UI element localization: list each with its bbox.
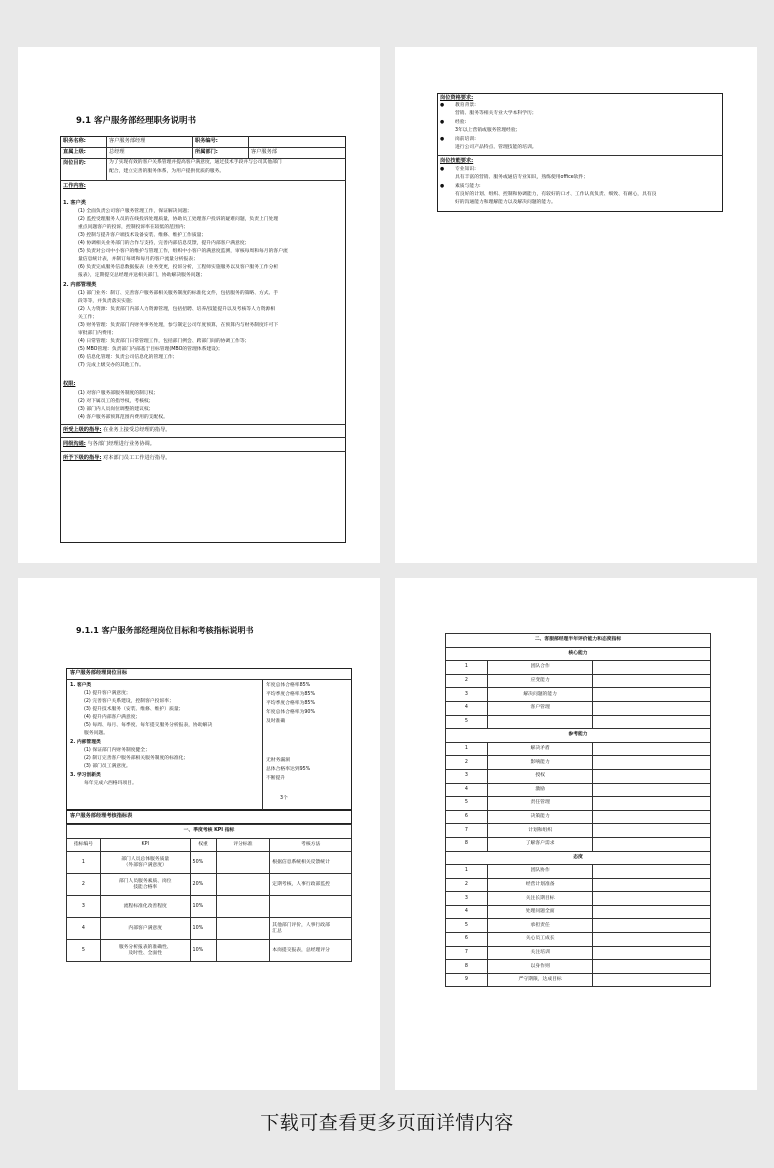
method-line: 根据信息系统相关反馈统计 [272, 859, 330, 865]
work-line: (4) 协调相关业务部门的合作与支持，完善内部信息反馈，提升内部客户满意度； [78, 241, 250, 246]
target-value: 平均季度合格率为85% [266, 701, 316, 706]
table-row [446, 892, 711, 906]
dept-value: 客户服务部 [251, 149, 277, 155]
table-row [67, 874, 352, 896]
row-number: 3 [446, 769, 488, 783]
rating-cell [593, 905, 711, 919]
table-row [446, 919, 711, 933]
kpi-no: 5 [67, 940, 101, 962]
row-number: 8 [446, 960, 488, 974]
method-line: 定期考核，人事行政部监控 [272, 881, 330, 887]
row-value: 对本部门员工工作进行指导。 [103, 455, 171, 461]
ability-item: 以身作则 [487, 960, 593, 974]
row-number: 3 [446, 688, 488, 702]
bullet-icon: ● [440, 103, 445, 108]
table-row [446, 973, 711, 987]
kpi-criteria [216, 896, 270, 918]
qual-label: 岗前培训: [455, 137, 476, 142]
bullet-icon: ● [440, 137, 445, 142]
work-line: (6) 负责完成服务信息数据报表（业务变更，投诉分析，工程师实施服务以及客户服务工作分析 [78, 265, 279, 270]
target-value: 无财务漏洞 [266, 758, 290, 763]
row-number: 4 [446, 701, 488, 715]
rating-cell [593, 674, 711, 688]
kpi-name [100, 852, 190, 874]
target-value: 总体合格率达到95% [266, 767, 311, 772]
group-heading: 1. 客户类 [70, 683, 92, 688]
table-row [446, 701, 711, 715]
ability-item: 关注培训 [487, 946, 593, 960]
ability-item: 计划和组织 [487, 824, 593, 838]
kpi-no: 1 [67, 852, 101, 874]
code-label: 职务编号: [195, 138, 218, 144]
target-line: (1) 提升客户满意度； [84, 691, 131, 696]
table-row [446, 837, 711, 851]
section-heading: 态度 [446, 851, 711, 865]
qual-label: 教育背景: [455, 103, 476, 108]
kpi-heading: 客户服务部经理考核指标表 [70, 813, 133, 819]
rating-cell [593, 865, 711, 879]
work-line: 报表），定期提交总经理并送相关部门，协助解决服务问题； [78, 273, 206, 278]
work-line: (5) MBO管理：负责部门内部基于目标管理(MBO的管理体系建设)； [78, 347, 223, 352]
ability-item: 团队协作 [487, 865, 593, 879]
table-row [446, 674, 711, 688]
row-number: 2 [446, 756, 488, 770]
rating-cell [593, 769, 711, 783]
kpi-name [100, 918, 190, 940]
kpi-criteria [216, 918, 270, 940]
rating-cell [593, 946, 711, 960]
table-row [446, 783, 711, 797]
section-heading: 1. 客户类 [63, 200, 86, 206]
target-value: 3个 [280, 796, 288, 801]
target-line: (3) 提升技术服务（安装、维修、维护）质量； [84, 707, 184, 712]
kpi-line: 技能合格率 [133, 884, 158, 890]
kpi-method [270, 918, 352, 940]
row-label: 所予下级的指导: [63, 455, 102, 461]
work-line: (5) 负责对公司中小客户的维护与管理工作，组织中小客户的满意度监测，审核每周和每月的客户流 [78, 249, 288, 254]
column-header: 指标编号 [67, 838, 101, 852]
qualification-heading: 岗位资格要求: [440, 95, 474, 101]
table-row [67, 852, 352, 874]
rating-cell [593, 661, 711, 675]
table-row [446, 824, 711, 838]
row-number: 8 [446, 837, 488, 851]
target-line: (5) 每周、每月、每季度、每年提交服务分析报表，协助解决 [84, 723, 213, 728]
row-number: 5 [446, 715, 488, 729]
kpi-name [100, 940, 190, 962]
ability-item: 决策能力 [487, 810, 593, 824]
kpi-line: 部门人员服务素质、岗位 [118, 878, 172, 884]
authority-line: (4) 客户服务部预算范围内费用的支配权。 [78, 415, 168, 420]
ability-item: 应变能力 [487, 674, 593, 688]
ability-item: 了解客户需求 [487, 837, 593, 851]
document-page-4 [395, 578, 757, 1090]
table-row [67, 918, 352, 940]
table-row [446, 810, 711, 824]
target-line: (4) 提升内部客户满意度； [84, 715, 141, 720]
ability-item: 严守期限，达成目标 [487, 973, 593, 987]
work-line: (1) 全面负责公司客户服务管理工作，保证解决问题； [78, 209, 192, 214]
kpi-method [270, 852, 352, 874]
rating-cell [593, 837, 711, 851]
rating-cell [593, 715, 711, 729]
bottom-row [63, 454, 171, 463]
document-page-2 [395, 47, 757, 563]
row-number: 2 [446, 878, 488, 892]
purpose-line: 配合，建立完善的服务体系，为用户提供优质的服务。 [109, 169, 225, 174]
rating-cell [593, 810, 711, 824]
rating-cell [593, 742, 711, 756]
work-line: (4) 日常管理：负责部门日常管理工作，包括部门例会、跨部门间的协调工作等； [78, 339, 250, 344]
qual-text: 营销、服务等相关专业大学本科学历； [455, 111, 537, 116]
column-header: 权重 [190, 838, 216, 852]
row-label: 同级沟通: [63, 441, 86, 447]
bottom-row [63, 426, 171, 435]
column-header: KPI [100, 838, 190, 852]
position-label: 职务名称: [63, 138, 86, 144]
kpi-line: 及时性、全面性 [128, 950, 163, 956]
ability-item: 关注长期目标 [487, 892, 593, 906]
row-number: 6 [446, 933, 488, 947]
kpi-weight: 10% [190, 918, 216, 940]
row-number: 7 [446, 946, 488, 960]
table-row [446, 769, 711, 783]
skill-heading: 岗位技能要求: [440, 158, 474, 164]
bullet-icon: ● [440, 120, 445, 125]
authority-line: (3) 部门内人员岗位调整的建议权； [78, 407, 154, 412]
work-line: 段等等，并负责落实实施； [78, 299, 136, 304]
section-heading: 2. 内部管理类 [63, 282, 97, 288]
kpi-line: 内部客户满意度 [128, 925, 163, 931]
target-heading: 客户服务部经理岗位目标 [70, 670, 128, 676]
row-number: 1 [446, 742, 488, 756]
section-heading: 参考能力 [446, 729, 711, 743]
target-line: 服务问题。 [84, 731, 108, 736]
ability-item: 承担责任 [487, 919, 593, 933]
table-row [67, 940, 352, 962]
target-value: 平均季度合格率为85% [266, 692, 316, 697]
footer-text: 下载可查看更多页面详情内容 [260, 1112, 514, 1134]
target-value: 年度总体合格率85% [266, 683, 311, 688]
target-line: (2) 制订完善客户服务部相关服务制度的标准化； [84, 756, 189, 761]
kpi-method [270, 874, 352, 896]
kpi-table-title: 一、季度考核 KPI 指标 [67, 825, 352, 839]
section-heading: 核心能力 [446, 647, 711, 661]
authority-heading: 权限: [63, 381, 76, 387]
kpi-method [270, 896, 352, 918]
row-value: 在业务上接受总经理的指导。 [103, 427, 171, 433]
ability-item: 责任管理 [487, 797, 593, 811]
table-row [446, 946, 711, 960]
kpi-name [100, 896, 190, 918]
kpi-line: 流程标准化改善程度 [123, 903, 167, 909]
work-line: 重点问题客户的投诉，控制投诉率在较低的范围内； [78, 225, 189, 230]
ability-table [445, 633, 711, 987]
work-line: 关工作； [78, 315, 98, 320]
column-header: 考核方法 [270, 838, 352, 852]
target-value: 年度总体合格率为90% [266, 710, 316, 715]
work-line: (3) 财务管理：负责部门内财务事务处理，参与制定公司年度预算，在预算内与财务制度许可下 [78, 323, 279, 328]
ability-item: 处理问题全面 [487, 905, 593, 919]
row-number: 4 [446, 905, 488, 919]
table-row [67, 896, 352, 918]
row-number: 5 [446, 919, 488, 933]
rating-cell [593, 960, 711, 974]
target-value: 不断提升 [266, 776, 286, 781]
kpi-weight: 10% [190, 940, 216, 962]
purpose-label: 岗位目的: [63, 160, 86, 166]
skill-label: 素质与能力: [455, 184, 481, 189]
skill-line: 具有丰富的营销、服务或通信专业知识，熟练使用office软件； [455, 175, 589, 180]
table-row [446, 661, 711, 675]
authority-line: (2) 对下属员工的指导权，考核权； [78, 399, 154, 404]
method-line: 本岗提交报表，总经理评分 [272, 947, 330, 953]
document-page-3 [18, 578, 380, 1090]
column-header: 评分标准 [216, 838, 270, 852]
work-line: 量信息统计表，并制订每周和每月的客户流量分析报表； [78, 257, 198, 262]
ability-item: 解决问题的能力 [487, 688, 593, 702]
table-row [446, 797, 711, 811]
row-number: 7 [446, 824, 488, 838]
kpi-no: 3 [67, 896, 101, 918]
rating-cell [593, 701, 711, 715]
work-line: 审批部门内费用； [78, 331, 117, 336]
kpi-name [100, 874, 190, 896]
table-row [446, 756, 711, 770]
skill-line: 好的沟通能力和理解能力以及解决问题的能力。 [455, 200, 556, 205]
kpi-no: 2 [67, 874, 101, 896]
row-number: 5 [446, 797, 488, 811]
row-number: 3 [446, 892, 488, 906]
row-value: 与各部门经理进行业务协调。 [87, 441, 155, 447]
ability-item: 关心员工成长 [487, 933, 593, 947]
supervisor-value: 总经理 [109, 149, 125, 155]
page-title: 9.1.1 客户服务部经理岗位目标和考核指标说明书 [76, 626, 254, 635]
target-line: (2) 完善客户关系建设，控制客户投诉率； [84, 699, 174, 704]
section-header-row [446, 851, 711, 865]
kpi-no: 4 [67, 918, 101, 940]
row-number: 2 [446, 674, 488, 688]
qual-label: 经验: [455, 120, 467, 125]
table-row [446, 878, 711, 892]
ability-item: 激励 [487, 783, 593, 797]
table-row [446, 688, 711, 702]
work-line: (3) 控制与提升客户端技术设备安装、维修、维护工作质量； [78, 233, 207, 238]
target-value: 及时准确 [266, 719, 286, 724]
supervisor-label: 直属上级: [63, 149, 86, 155]
target-line: (3) 部门员工满意度。 [84, 764, 131, 769]
ability-item: 团队合作 [487, 661, 593, 675]
row-label: 所受上级的指导: [63, 427, 102, 433]
kpi-weight: 10% [190, 896, 216, 918]
kpi-line: （外部客户满意度） [123, 862, 167, 868]
work-line: (1) 部门业务：制订、完善客户服务部相关服务制度的标准化文件，包括服务的策略、方式、手 [78, 291, 279, 296]
ability-item: 授权 [487, 769, 593, 783]
kpi-method [270, 940, 352, 962]
kpi-table [66, 824, 352, 962]
kpi-line: 部门人员总体服务质量 [121, 856, 170, 862]
table-row [446, 865, 711, 879]
kpi-criteria [216, 874, 270, 896]
row-number: 6 [446, 810, 488, 824]
method-line: 汇总 [272, 928, 282, 934]
table-row [446, 905, 711, 919]
table-row [446, 742, 711, 756]
skill-label: 专业知识: [455, 167, 476, 172]
bullet-icon: ● [440, 184, 445, 189]
ability-item: 解决矛盾 [487, 742, 593, 756]
table-row [446, 933, 711, 947]
bullet-icon: ● [440, 167, 445, 172]
skill-line: 有良好的计划、组织、控制和协调能力，有较好的口才、工作认真负责、细致、有耐心，具有良 [455, 192, 657, 197]
kpi-criteria [216, 852, 270, 874]
purpose-line: 为了实现有效的客户关系管理并提高客户满意度，通过技术手段并与公司其他部门 [109, 160, 282, 165]
target-line: (1) 保证部门内财务制度健全； [84, 748, 150, 753]
rating-cell [593, 933, 711, 947]
qual-text: 进行公司产品特点、管理技能的培训。 [455, 145, 537, 150]
ability-item: 影响能力 [487, 756, 593, 770]
section-header-row [446, 729, 711, 743]
ability-item: 经营计划准备 [487, 878, 593, 892]
row-number: 9 [446, 973, 488, 987]
document-page-1 [18, 47, 380, 563]
kpi-criteria [216, 940, 270, 962]
work-line: (2) 监控受理服务人员的在线投诉处理质量，协助员工处理客户投诉的疑难问题，负责上门处理 [78, 217, 279, 222]
rating-cell [593, 973, 711, 987]
rating-cell [593, 919, 711, 933]
authority-line: (1) 对客户服务部服务制度的制订权； [78, 391, 159, 396]
target-line: 每年完成六西格玛项目。 [84, 781, 137, 786]
row-number: 1 [446, 865, 488, 879]
position-value: 客户服务部经理 [109, 138, 146, 144]
bottom-row [63, 440, 155, 449]
work-line: (2) 人力资源：负责部门内部人力资源管理，包括招聘、培养/技能提升以及考核等人力资源相 [78, 307, 276, 312]
rating-cell [593, 892, 711, 906]
section-header-row [446, 647, 711, 661]
rating-cell [593, 688, 711, 702]
work-line: (6) 信息化管理：负责公司信息化的管理工作； [78, 355, 178, 360]
work-heading: 工作内容: [63, 183, 86, 189]
qual-text: 3年以上营销或服务管理经验； [455, 128, 521, 133]
rating-cell [593, 878, 711, 892]
kpi-line: 服务分析报表的准确性、 [118, 944, 172, 950]
row-number: 1 [446, 661, 488, 675]
rating-cell [593, 824, 711, 838]
kpi-weight: 50% [190, 852, 216, 874]
row-number: 4 [446, 783, 488, 797]
rating-cell [593, 797, 711, 811]
table-row [446, 960, 711, 974]
group-heading: 2. 内部管理类 [70, 740, 101, 745]
table-title: 二、客服部经理半年评价能力和态度指标 [446, 634, 711, 648]
rating-cell [593, 783, 711, 797]
kpi-weight: 20% [190, 874, 216, 896]
group-heading: 3. 学习创新类 [70, 773, 101, 778]
rating-cell [593, 756, 711, 770]
ability-item [487, 715, 593, 729]
work-line: (7) 完成上级交办的其他工作。 [78, 363, 144, 368]
ability-item: 客户管理 [487, 701, 593, 715]
page-title: 9.1 客户服务部经理职务说明书 [76, 116, 197, 126]
dept-label: 所属部门: [195, 149, 218, 155]
table-row [446, 715, 711, 729]
method-line: 其他部门评价，人事行政部 [272, 922, 330, 928]
